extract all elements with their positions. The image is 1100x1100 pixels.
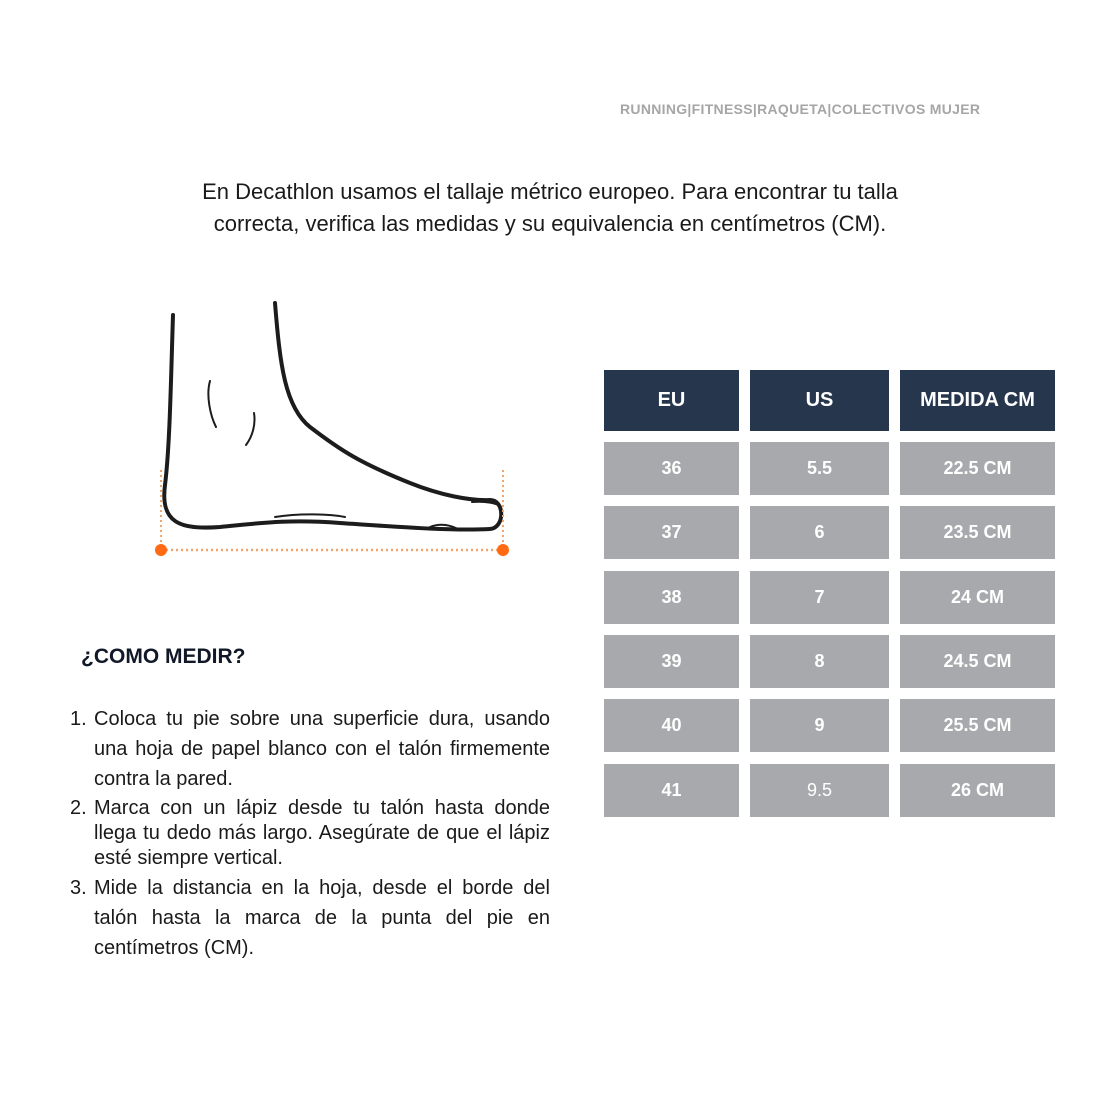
breadcrumb: RUNNING|FITNESS|RAQUETA|COLECTIVOS MUJER	[620, 101, 981, 117]
header-cm: MEDIDA CM	[900, 370, 1055, 431]
cell-cm: 23.5 CM	[900, 506, 1055, 559]
cell-cm: 26 CM	[900, 764, 1055, 817]
foot-measure-icon	[140, 295, 530, 570]
cell-eu: 39	[604, 635, 739, 688]
list-item	[70, 873, 550, 963]
cell-cm: 25.5 CM	[900, 699, 1055, 752]
sole-line	[275, 514, 345, 517]
cell-eu: 40	[604, 699, 739, 752]
ankle-line-1	[208, 381, 216, 427]
step-text: Coloca tu pie sobre una superficie dura, usando una hoja de papel blanco con el talón firmemente contra la pared.	[94, 708, 550, 790]
cell-us: 7	[750, 571, 889, 624]
cell-us: 6	[750, 506, 889, 559]
step-number: 3.	[70, 877, 87, 899]
step-number: 1.	[70, 708, 87, 730]
ankle-line-2	[246, 413, 255, 445]
header-eu: EU	[604, 370, 739, 431]
cell-eu: 38	[604, 571, 739, 624]
intro-line-1: En Decathlon usamos el tallaje métrico europeo. Para encontrar tu talla	[202, 179, 898, 204]
cell-us: 5.5	[750, 442, 889, 495]
step-text: Marca con un lápiz desde tu talón hasta donde llega tu dedo más largo. Asegúrate de que el lápiz esté siempre vertical.	[94, 797, 550, 869]
cell-eu: 36	[604, 442, 739, 495]
list-item	[70, 704, 550, 794]
steps-list	[70, 704, 550, 965]
intro-text	[130, 176, 970, 240]
cell-eu: 41	[604, 764, 739, 817]
step-number: 2.	[70, 797, 87, 819]
intro-line-2: correcta, verifica las medidas y su equivalencia en centímetros (CM).	[213, 211, 887, 236]
how-to-title: ¿COMO MEDIR?	[81, 645, 246, 668]
step-text: Mide la distancia en la hoja, desde el borde del talón hasta la marca de la punta del pie en centímetros (CM).	[94, 877, 550, 959]
list-item	[70, 796, 550, 871]
cell-cm: 22.5 CM	[900, 442, 1055, 495]
cell-us: 9	[750, 699, 889, 752]
header-us: US	[750, 370, 889, 431]
foot-outline	[164, 303, 501, 530]
heel-marker	[155, 544, 167, 556]
toe-marker	[497, 544, 509, 556]
cell-cm: 24 CM	[900, 571, 1055, 624]
cell-eu: 37	[604, 506, 739, 559]
cell-us: 8	[750, 635, 889, 688]
cell-us: 9.5	[750, 764, 889, 817]
cell-cm: 24.5 CM	[900, 635, 1055, 688]
